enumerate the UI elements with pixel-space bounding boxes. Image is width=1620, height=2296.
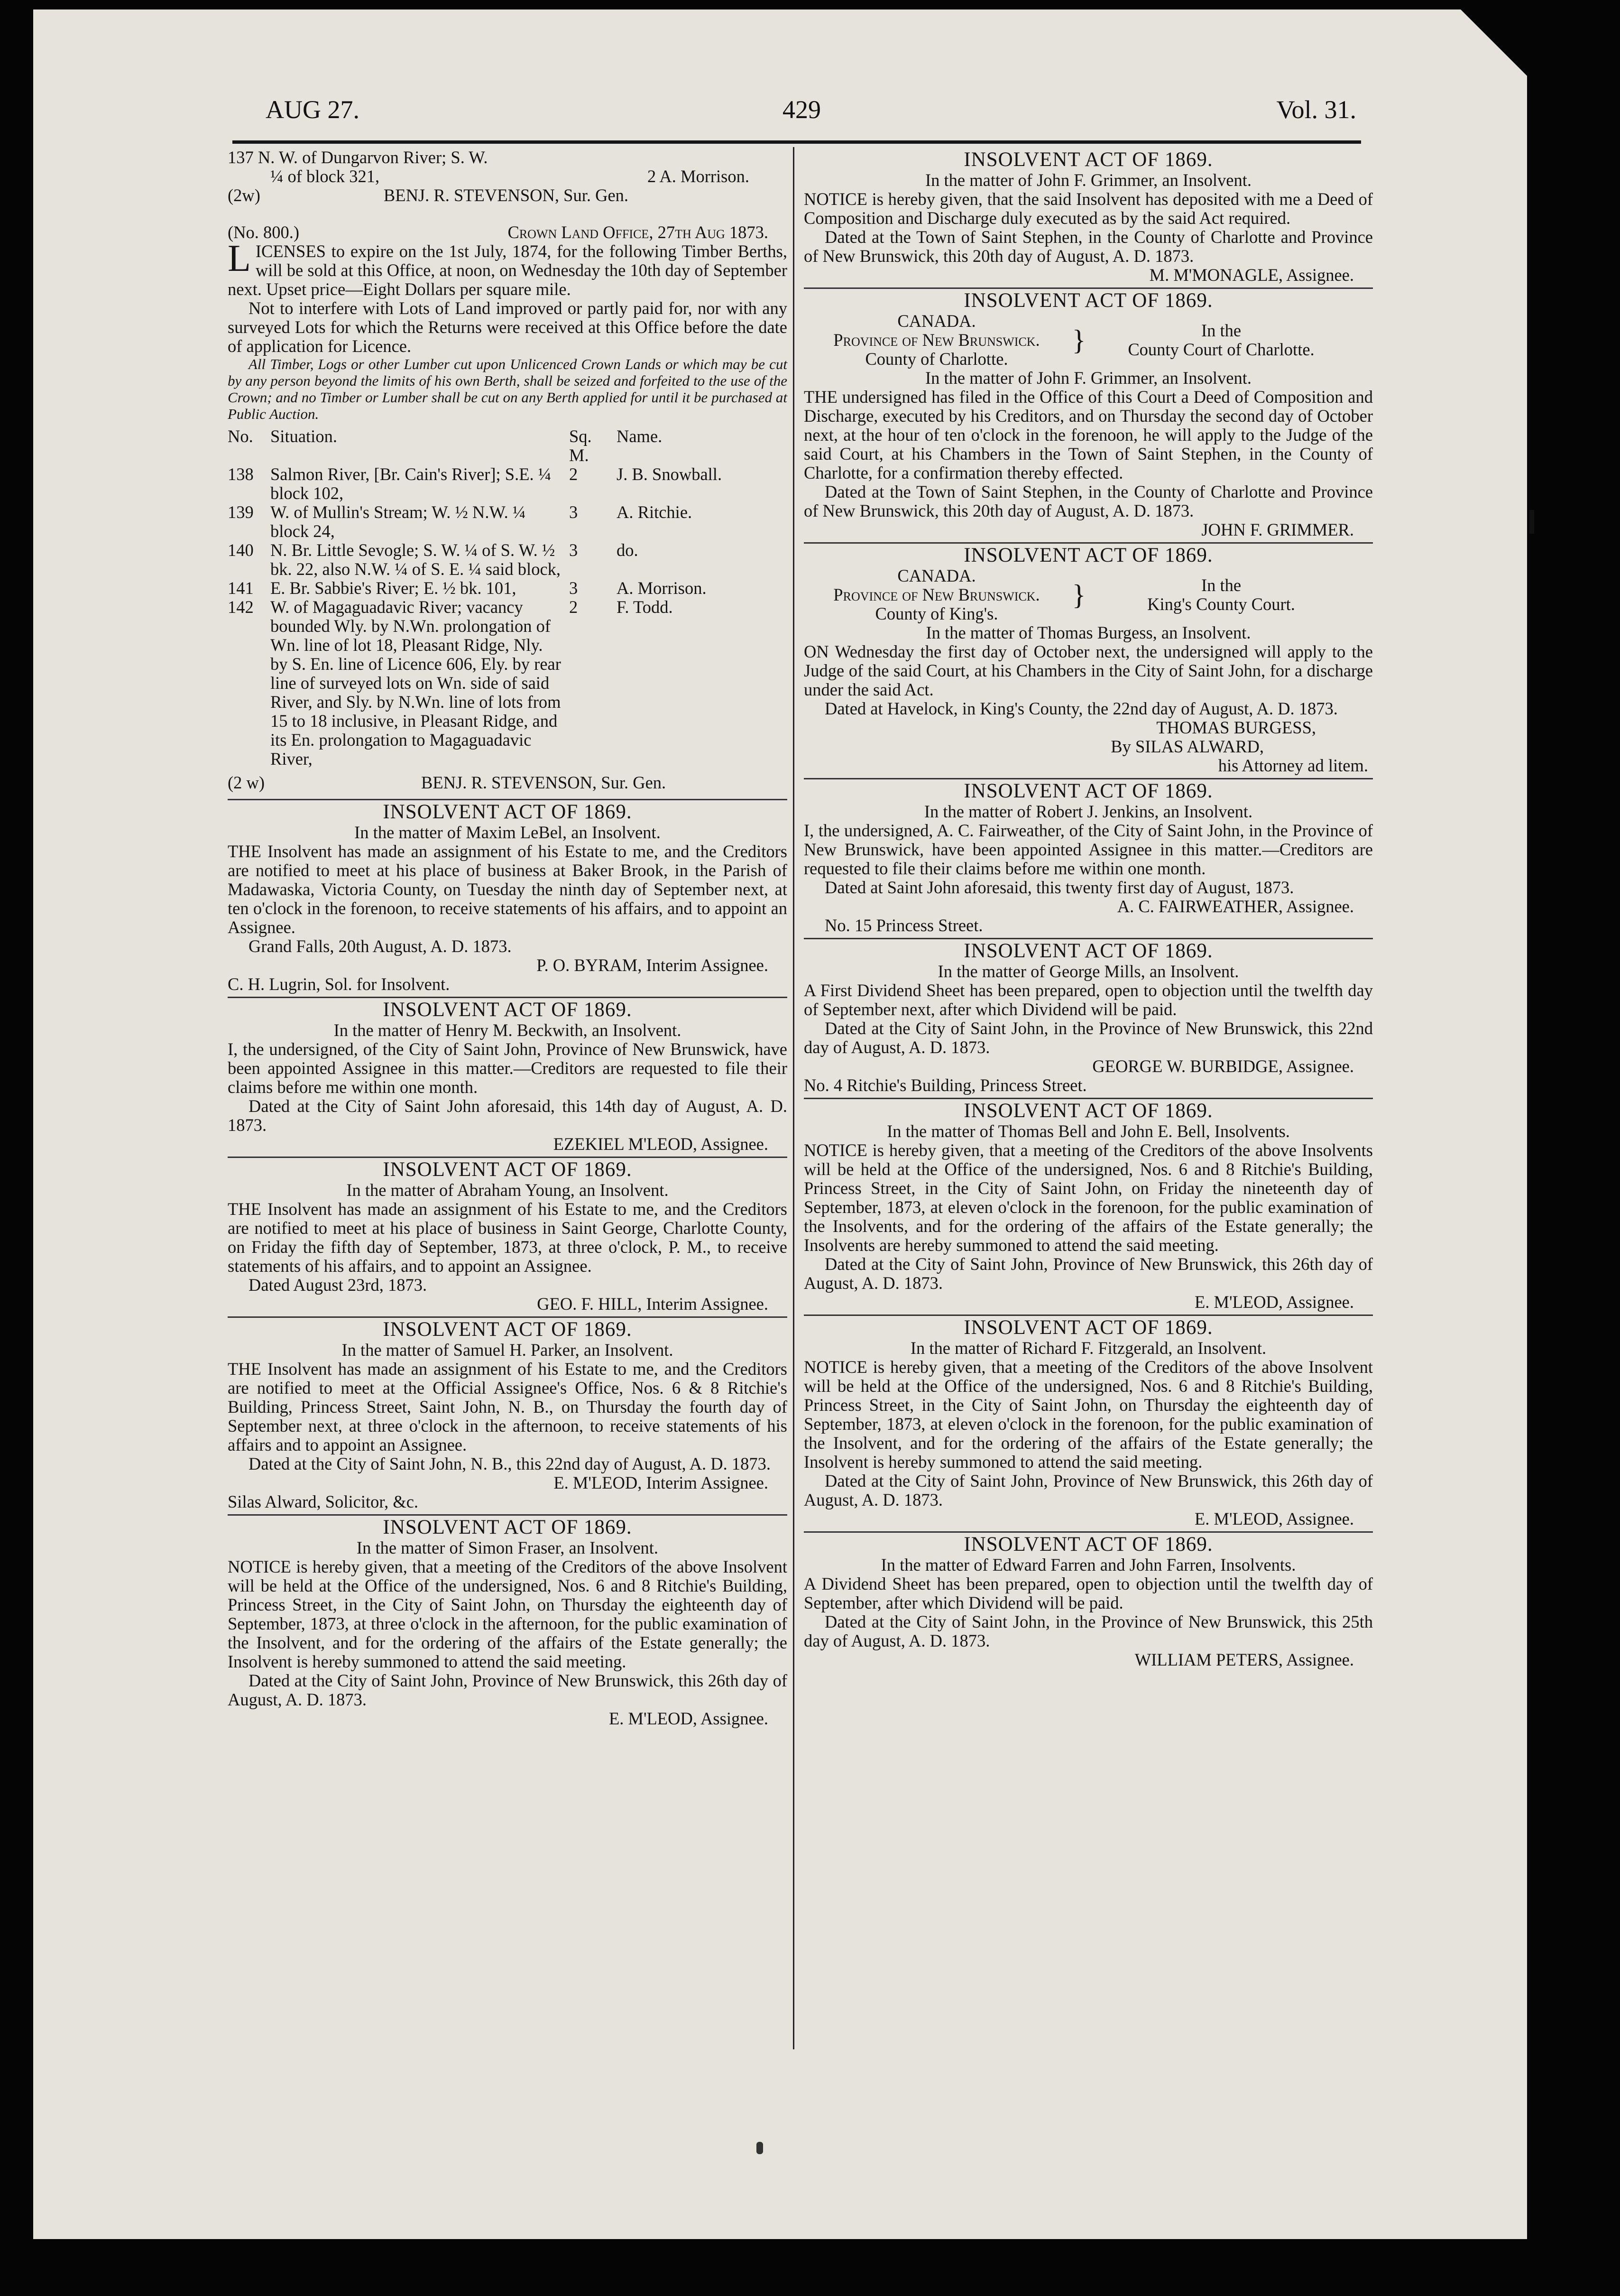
header-page-number: 429 xyxy=(782,95,821,124)
notice-grimmer-assignee xyxy=(804,148,1373,285)
table-cell: 141 xyxy=(228,578,254,598)
notice-body: NOTICE is hereby given, that a meeting of the Creditors of the above Insolvents will be held at the Office of the undersigned, Nos. 6 and 8 Ritchie's Building, Princess Street, in the City of Saint John, on Friday the nineteenth day of September, 1873, at eleven o'clock in the forenoon, for the public examination of the Insolvents, and for the ordering of the affairs of the Estate generally; the Insolvents are hereby summoned to attend the said meeting. xyxy=(804,1140,1373,1255)
notice-matter: In the matter of George Mills, an Insolvent. xyxy=(938,962,1239,981)
notice-farren xyxy=(804,1531,1373,1669)
notice-dated: Dated at the City of Saint John, Province of New Brunswick, this 26th day of August, A. D. 1873. xyxy=(804,1254,1373,1293)
caption-county: County of Charlotte. xyxy=(865,349,1008,369)
caption-canada: CANADA. xyxy=(897,311,976,331)
notice-matter: In the matter of Thomas Burgess, an Insolvent. xyxy=(926,623,1251,642)
notice-dated: Dated August 23rd, 1873. xyxy=(249,1275,427,1295)
notice-signature: GEORGE W. BURBIDGE, Assignee. xyxy=(1092,1056,1354,1076)
notice-title: INSOLVENT ACT OF 1869. xyxy=(383,999,632,1021)
notice-signature: GEO. F. HILL, Interim Assignee. xyxy=(537,1294,768,1314)
notice-burgess xyxy=(804,542,1373,775)
notice-signature-attorney: his Attorney ad litem. xyxy=(1218,756,1368,775)
entry-situation: ¼ of block 321, xyxy=(270,167,380,186)
notice-body: A First Dividend Sheet has been prepared, open to objection until the twelfth day of September next, after which Dividend will be paid. xyxy=(804,981,1373,1019)
notice-dated: Dated at the City of Saint John, Province of New Brunswick, this 26th day of August, A. D. 1873. xyxy=(804,1471,1373,1509)
notice-signature: JOHN F. GRIMMER. xyxy=(1201,520,1354,539)
right-column xyxy=(804,148,1373,1669)
page-header xyxy=(232,95,1375,142)
notice-signature: THOMAS BURGESS, xyxy=(1156,718,1316,737)
table-header: No. xyxy=(228,426,253,446)
notice-dated: Dated at the Town of Saint Stephen, in the County of Charlotte and Province of New Brunswick, this 20th day of August, A. D. 1873. xyxy=(804,227,1373,266)
notice-title: INSOLVENT ACT OF 1869. xyxy=(964,780,1213,802)
notice-dated: Dated at the Town of Saint Stephen, in the County of Charlotte and Province of New Brunswick, this 20th day of August, A. D. 1873. xyxy=(804,482,1373,520)
header-date: AUG 27. xyxy=(266,95,359,124)
licence-notice xyxy=(228,223,787,792)
notice-matter: In the matter of Henry M. Beckwith, an Insolvent. xyxy=(333,1020,681,1040)
notice-dated: Dated at the City of Saint John, in the Province of New Brunswick, this 25th day of August, A. D. 1873. xyxy=(804,1612,1373,1650)
notice-matter: In the matter of John F. Grimmer, an Insolvent. xyxy=(925,368,1252,388)
notice-signature: E. M'LEOD, Assignee. xyxy=(1194,1292,1354,1312)
notice-dated: Dated at the City of Saint John, Province of New Brunswick, this 26th day of August, A. D. 1873. xyxy=(228,1671,787,1709)
notice-title: INSOLVENT ACT OF 1869. xyxy=(964,1533,1213,1555)
table-cell: J. B. Snowball. xyxy=(617,464,722,484)
notice-matter: In the matter of Robert J. Jenkins, an Insolvent. xyxy=(924,802,1253,821)
notice-title: INSOLVENT ACT OF 1869. xyxy=(383,801,632,823)
entry-line: 137 N. W. of Dungarvon River; S. W. xyxy=(228,148,488,167)
table-cell: N. Br. Little Sevogle; S. W. ¼ of S. W. ½ bk. 22, also N.W. ¼ of S. E. ¼ said block, xyxy=(270,540,561,579)
notice-signature: E. M'LEOD, Assignee. xyxy=(608,1709,768,1728)
notice-matter: In the matter of John F. Grimmer, an Insolvent. xyxy=(925,170,1252,190)
notice-fitzgerald xyxy=(804,1315,1373,1528)
column-divider xyxy=(793,147,794,2049)
notice-title: INSOLVENT ACT OF 1869. xyxy=(964,544,1213,566)
notice-solicitor: Silas Alward, Solicitor, &c. xyxy=(228,1492,419,1511)
header-rule xyxy=(232,140,1361,144)
notice-young xyxy=(228,1157,787,1314)
licence-body xyxy=(228,238,787,299)
notice-signature: A. C. FAIRWEATHER, Assignee. xyxy=(1117,897,1354,916)
licence-number: (No. 800.) xyxy=(228,222,300,242)
notice-title: INSOLVENT ACT OF 1869. xyxy=(964,148,1213,171)
notice-body: A Dividend Sheet has been prepared, open to objection until the twelfth day of September, after which Dividend will be paid. xyxy=(804,1574,1373,1612)
header-volume: Vol. 31. xyxy=(1276,95,1356,124)
entry-signature xyxy=(228,186,787,205)
notice-matter: In the matter of Richard F. Fitzgerald, an Insolvent. xyxy=(910,1338,1267,1358)
licence-para: Not to interfere with Lots of Land improved or partly paid for, nor with any surveyed Lots for which the Returns were received at this Office before the date of application for Licence. xyxy=(228,298,787,356)
notice-dated: Grand Falls, 20th August, A. D. 1873. xyxy=(249,936,512,956)
notice-body: THE Insolvent has made an assignment of his Estate to me, and the Creditors are notified to meet at his place of business at Baker Brook, in the Parish of Madawaska, Victoria County, on Tuesday the ninth day of September next, at ten o'clock in the forenoon, to receive statements of his affairs, and to appoint an Assignee. xyxy=(228,842,787,937)
table-header: Situation. xyxy=(270,426,337,446)
brace-icon: } xyxy=(1072,324,1086,356)
court-caption xyxy=(804,312,1373,369)
table-cell: 139 xyxy=(228,502,254,522)
notice-body: NOTICE is hereby given, that a meeting of the Creditors of the above Insolvent will be held at the Office of the undersigned, Nos. 6 and 8 Ritchie's Building, Princess Street, in the City of Saint John, on Thursday the eighteenth day of September, 1873, at eleven o'clock in the forenoon, for the public examination of the Insolvent, and for the ordering of the affairs of the Estate generally; the Insolvent is hereby summoned to attend the said meeting. xyxy=(804,1357,1373,1472)
notice-signature: WILLIAM PETERS, Assignee. xyxy=(1134,1650,1354,1669)
court-left xyxy=(804,566,1069,623)
folded-corner xyxy=(1461,9,1541,90)
notice-dated: Dated at Saint John aforesaid, this twenty first day of August, 1873. xyxy=(825,878,1294,897)
caption-province: Province of New Brunswick. xyxy=(833,585,1040,604)
notice-signature: P. O. BYRAM, Interim Assignee. xyxy=(536,955,768,975)
table-cell: 140 xyxy=(228,540,254,560)
licence-warning: All Timber, Logs or other Lumber cut upon Unlicenced Crown Lands or which may be cut by any person beyond the limits of his own Berth, shall be seized and forfeited to the use of the Crown; and no Timber or Lumber shall be cut on any Berth applied for until it be purchased at Public Auction. xyxy=(228,356,787,422)
table-header: Sq. M. xyxy=(569,426,592,465)
edge-mark xyxy=(1529,510,1534,534)
notice-matter: In the matter of Thomas Bell and John E. Bell, Insolvents. xyxy=(887,1121,1290,1141)
caption-province: Province of New Brunswick. xyxy=(833,330,1040,350)
notice-solicitor: C. H. Lugrin, Sol. for Insolvent. xyxy=(228,974,450,994)
notice-parker xyxy=(228,1316,787,1511)
table-cell: W. of Mullin's Stream; W. ½ N.W. ¼ block 24, xyxy=(270,502,526,541)
paper-blemish xyxy=(756,2142,763,2154)
table-cell: 142 xyxy=(228,597,254,617)
sig-code: (2w) xyxy=(228,185,260,205)
timber-entry-137 xyxy=(228,148,787,205)
table-cell: do. xyxy=(617,540,638,560)
notice-grimmer-court xyxy=(804,287,1373,539)
caption-court: King's County Court. xyxy=(1147,594,1295,614)
entry-name: 2 A. Morrison. xyxy=(647,167,749,186)
notice-body: THE Insolvent has made an assignment of his Estate to me, and the Creditors are notified to meet at the Official Assignee's Office, Nos. 6 & 8 Ritchie's Building, Princess Street, Saint John, N. B., on Thursday the fourth day of September next, at three o'clock in the afternoon, to receive statements of his affairs and to appoint an Assignee. xyxy=(228,1359,787,1454)
table-cell: A. Ritchie. xyxy=(617,502,692,522)
licence-text: ICENSES to expire on the 1st July, 1874, for the following Timber Berths, will be sold at this Office, at noon, on Wednesday the 10th day of September next. Upset price—Eight Dollars per square mile. xyxy=(228,241,787,299)
notice-dated: Dated at the City of Saint John, N. B., this 22nd day of August, A. D. 1873. xyxy=(249,1454,771,1473)
court-right xyxy=(1088,321,1354,359)
notice-matter: In the matter of Maxim LeBel, an Insolvent. xyxy=(354,823,661,842)
caption-county: County of King's. xyxy=(875,604,998,623)
berth-table xyxy=(228,427,787,768)
licence-header xyxy=(228,223,787,242)
entry-line-2 xyxy=(228,167,787,186)
notice-dated: Dated at the City of Saint John aforesaid, this 14th day of August, A. D. 1873. xyxy=(228,1096,787,1135)
notice-lebel xyxy=(228,799,787,994)
notice-fraser xyxy=(228,1514,787,1728)
notice-matter: In the matter of Abraham Young, an Insolvent. xyxy=(346,1180,669,1200)
caption-in-the: In the xyxy=(1201,575,1242,595)
table-cell: F. Todd. xyxy=(617,597,673,617)
caption-in-the: In the xyxy=(1201,321,1242,340)
notice-signature: EZEKIEL M'LEOD, Assignee. xyxy=(553,1134,768,1154)
notice-title: INSOLVENT ACT OF 1869. xyxy=(964,1100,1213,1122)
table-cell: Salmon River, [Br. Cain's River]; S.E. ¼ block 102, xyxy=(270,464,552,503)
notice-dated: Dated at the City of Saint John, in the Province of New Brunswick, this 22nd day of August, A. D. 1873. xyxy=(804,1018,1373,1057)
sig-code: (2 w) xyxy=(228,773,265,792)
drop-cap: L xyxy=(228,238,251,279)
notice-signature: E. M'LEOD, Interim Assignee. xyxy=(553,1473,768,1492)
table-header: Name. xyxy=(617,426,663,446)
sig-name: BENJ. R. STEVENSON, Sur. Gen. xyxy=(421,773,666,792)
notice-jenkins xyxy=(804,778,1373,935)
notice-dated: Dated at Havelock, in King's County, the 22nd day of August, A. D. 1873. xyxy=(825,699,1338,718)
notice-body: I, the undersigned, A. C. Fairweather, of the City of Saint John, in the Province of New Brunswick, have been appointed Assignee in this matter.—Creditors are requested to file their claims before me within one month. xyxy=(804,821,1373,878)
licence-office: Crown Land Office, 27th Aug 1873. xyxy=(507,222,768,242)
notice-body: THE undersigned has filed in the Office of this Court a Deed of Composition and Discharge, executed by his Creditors, and on Thursday the second day of October next, at the hour of ten o'clock in the forenoon, he will apply to the Judge of the said Court, at his Chambers in the Town of Saint Stephen, in the County of Charlotte, for a confirmation thereby effected. xyxy=(804,387,1373,482)
notice-bell xyxy=(804,1098,1373,1312)
table-cell: 138 xyxy=(228,464,254,484)
notice-mills xyxy=(804,938,1373,1095)
notice-beckwith xyxy=(228,997,787,1154)
notice-address: No. 4 Ritchie's Building, Princess Street. xyxy=(804,1075,1087,1095)
notice-address: No. 15 Princess Street. xyxy=(825,916,983,935)
notice-title: INSOLVENT ACT OF 1869. xyxy=(383,1318,632,1341)
caption-court: County Court of Charlotte. xyxy=(1128,340,1315,359)
table-cell: 2 xyxy=(569,464,578,484)
notice-body: I, the undersigned, of the City of Saint John, Province of New Brunswick, have been appointed Assignee in this matter.—Creditors are requested to file their claims before me within one month. xyxy=(228,1039,787,1097)
notice-signature: M. M'MONAGLE, Assignee. xyxy=(1149,265,1354,285)
left-column xyxy=(228,148,787,1728)
table-cell: W. of Magaguadavic River; vacancy bounded Wly. by N.Wn. prolongation of Wn. line of lot 18, Pleasant Ridge, Nly. by S. En. line of Licence 606, Ely. by rear line of surveyed lots on Wn. side of said River, and Sly. by N.Wn. line of lots from 15 to 18 inclusive, in Pleasant Ridge, and its En. prolongation to Magaguadavic River, xyxy=(270,597,561,768)
court-caption xyxy=(804,566,1373,623)
court-right xyxy=(1088,576,1354,614)
notice-body: ON Wednesday the first day of October next, the undersigned will apply to the Judge of the said Court, at his Chambers in the City of Saint John, for a discharge under the said Act. xyxy=(804,642,1373,699)
court-left xyxy=(804,312,1069,369)
notice-body: NOTICE is hereby given, that the said Insolvent has deposited with me a Deed of Composition and Discharge duly executed as by the said Act required. xyxy=(804,189,1373,228)
table-cell: 3 xyxy=(569,540,578,560)
notice-title: INSOLVENT ACT OF 1869. xyxy=(964,940,1213,962)
notice-matter: In the matter of Simon Fraser, an Insolvent. xyxy=(356,1538,659,1557)
table-cell: E. Br. Sabbie's River; E. ½ bk. 101, xyxy=(270,578,516,598)
notice-title: INSOLVENT ACT OF 1869. xyxy=(383,1516,632,1538)
notice-body: THE Insolvent has made an assignment of his Estate to me, and the Creditors are notified to meet at his place of business in Saint George, Charlotte County, on Friday the fifth day of September, 1873, at three o'clock, P. M., to receive statements of his affairs, and to appoint an Assignee. xyxy=(228,1199,787,1276)
notice-title: INSOLVENT ACT OF 1869. xyxy=(964,1316,1213,1339)
sig-name: BENJ. R. STEVENSON, Sur. Gen. xyxy=(383,185,629,205)
caption-canada: CANADA. xyxy=(897,566,976,585)
brace-icon: } xyxy=(1072,579,1086,611)
licence-signature xyxy=(228,773,787,792)
table-cell: 3 xyxy=(569,502,578,522)
notice-signature-by: By SILAS ALWARD, xyxy=(1111,737,1264,756)
notice-matter: In the matter of Samuel H. Parker, an Insolvent. xyxy=(341,1340,673,1360)
table-cell: A. Morrison. xyxy=(617,578,707,598)
notice-title: INSOLVENT ACT OF 1869. xyxy=(964,289,1213,312)
notice-title: INSOLVENT ACT OF 1869. xyxy=(383,1158,632,1181)
table-cell: 3 xyxy=(569,578,578,598)
notice-matter: In the matter of Edward Farren and John Farren, Insolvents. xyxy=(881,1555,1296,1574)
notice-signature: E. M'LEOD, Assignee. xyxy=(1194,1509,1354,1528)
notice-body: NOTICE is hereby given, that a meeting of the Creditors of the above Insolvent will be held at the Office of the undersigned, Nos. 6 and 8 Ritchie's Building, Princess Street, in the City of Saint John, on Thursday the eighteenth day of September, 1873, at three o'clock in the afternoon, for the public examination of the Insolvent, and for the ordering of the affairs of the Estate generally; the Insolvent is hereby summoned to attend the said meeting. xyxy=(228,1557,787,1671)
table-cell: 2 xyxy=(569,597,578,617)
